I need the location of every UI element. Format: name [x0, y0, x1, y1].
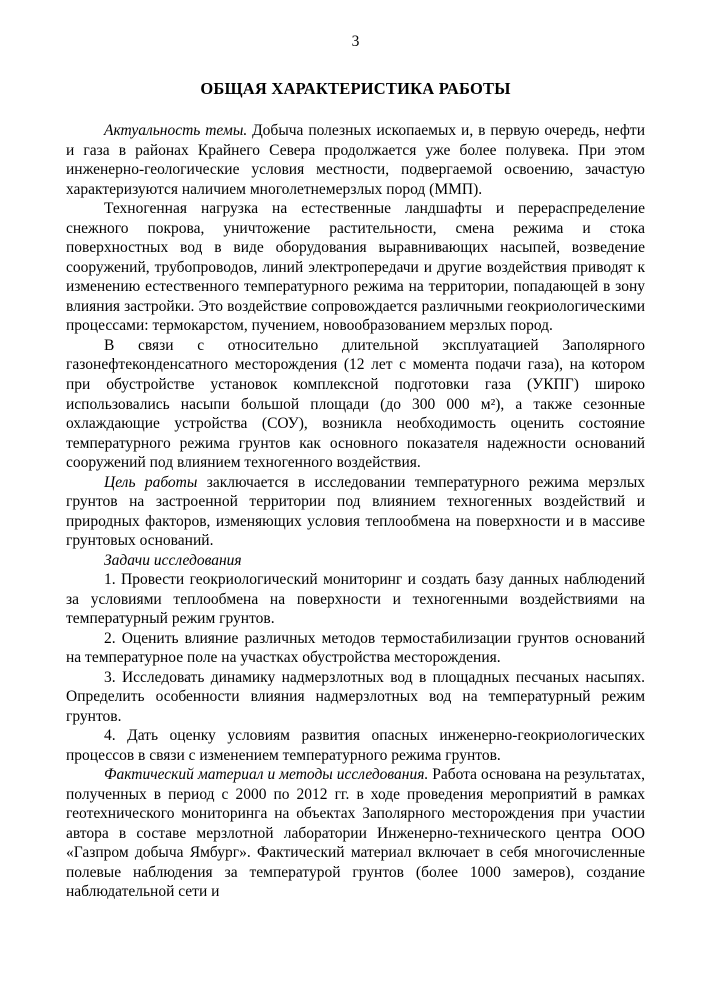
paragraph-text: В связи с относительно длительной эксплуатацией Заполярного газонефтеконденсатного месторождения (12 лет с момента подачи газа), на котором при обустройстве установок комплексной подготовки газа (УКПГ) широко использовались насыпи большой площади (до 300 000 м²), а также сезонные охлаждающие устройства (СОУ), возникла необходимость оценить состояние температурного режима грунтов как основного показателя надежности оснований сооружений под влиянием техногенного воздействия.	[66, 336, 645, 472]
paragraph-text: Техногенная нагрузка на естественные ландшафты и перераспределение снежного покрова, уничтожение растительности, смена режима и стока поверхностных вод в виде оборудования выравнивающих насыпей, возведение сооружений, трубопроводов, линий электропередачи и другие воздействия приводят к изменению естественного температурного режима на территории, попадающей в зону влияния застройки. Это воздействие сопровождается различными геокриологическими процессами: термокарстом, пучением, новообразованием мерзлых пород.	[66, 200, 645, 335]
paragraph-text: Работа основана на результатах, полученных в период с 2000 по 2012 гг. в ходе проведения мероприятий в рамках геотехнического мониторинга на объектах Заполярного месторождения при участии автора в составе мерзлотной лаборатории Инженерно-технического центра ООО «Газпром добыча Ямбург». Фактический материал включает в себя многочисленные полевые наблюдения за температурой грунтов (более 1000 замеров), создание наблюдательной сети и	[66, 766, 645, 901]
paragraph-text: 1. Провести геокриологический мониторинг и создать базу данных наблюдений за условиями теплообмена на поверхности и техногенными воздействиями на температурный режим грунтов.	[66, 571, 645, 628]
paragraph-lead: Цель работы	[104, 473, 198, 491]
paragraph-text: заключается в исследовании температурного режима мерзлых грунтов на застроенной территории под влиянием техногенных воздействий и природных факторов, изменяющих условия теплообмена на поверхности и в массиве грунтовых оснований.	[66, 473, 645, 550]
paragraph-lead: Актуальность темы.	[104, 122, 248, 140]
paragraph-text: Добыча полезных ископаемых и, в первую очередь, нефти и газа в районах Крайнего Севера продолжается уже более полувека. При этом инженерно-геологические условия местности, подвергаемой освоению, зачастую характеризуются наличием многолетнемерзлых пород (ММП).	[66, 122, 645, 198]
paragraph-task-3	[66, 668, 645, 727]
paragraph-text: 4. Дать оценку условиям развития опасных инженерно-геокриологических процессов в связи с изменением температурного режима грунтов.	[66, 727, 645, 764]
paragraph-aktualnost	[66, 121, 645, 199]
page-title: ОБЩАЯ ХАРАКТЕРИСТИКА РАБОТЫ	[200, 78, 511, 98]
paragraph-lead: Задачи исследования	[104, 551, 242, 569]
paragraph-tsel-raboty	[66, 473, 645, 551]
paragraph-fakticheskiy-material	[66, 765, 645, 902]
paragraph-text: 3. Исследовать динамику надмерзлотных вод в площадных песчаных насыпях. Определить особенности влияния надмерзлотных вод на температурный режим грунтов.	[66, 668, 645, 725]
paragraph-task-1	[66, 570, 645, 629]
paragraph-task-2	[66, 629, 645, 668]
document-body	[66, 121, 645, 902]
paragraph-zadachi-issledovaniya	[66, 551, 645, 571]
paragraph-text: 2. Оценить влияние различных методов термостабилизации грунтов оснований на температурное поле на участках обустройства месторождения.	[66, 629, 645, 667]
page-number: 3	[351, 33, 360, 50]
paragraph-lead: Фактический материал и методы исследования.	[104, 766, 429, 784]
paragraph-v-svyazi	[66, 336, 645, 473]
paragraph-task-4	[66, 726, 645, 765]
paragraph-tehnogennaya-nagruzka	[66, 199, 645, 336]
